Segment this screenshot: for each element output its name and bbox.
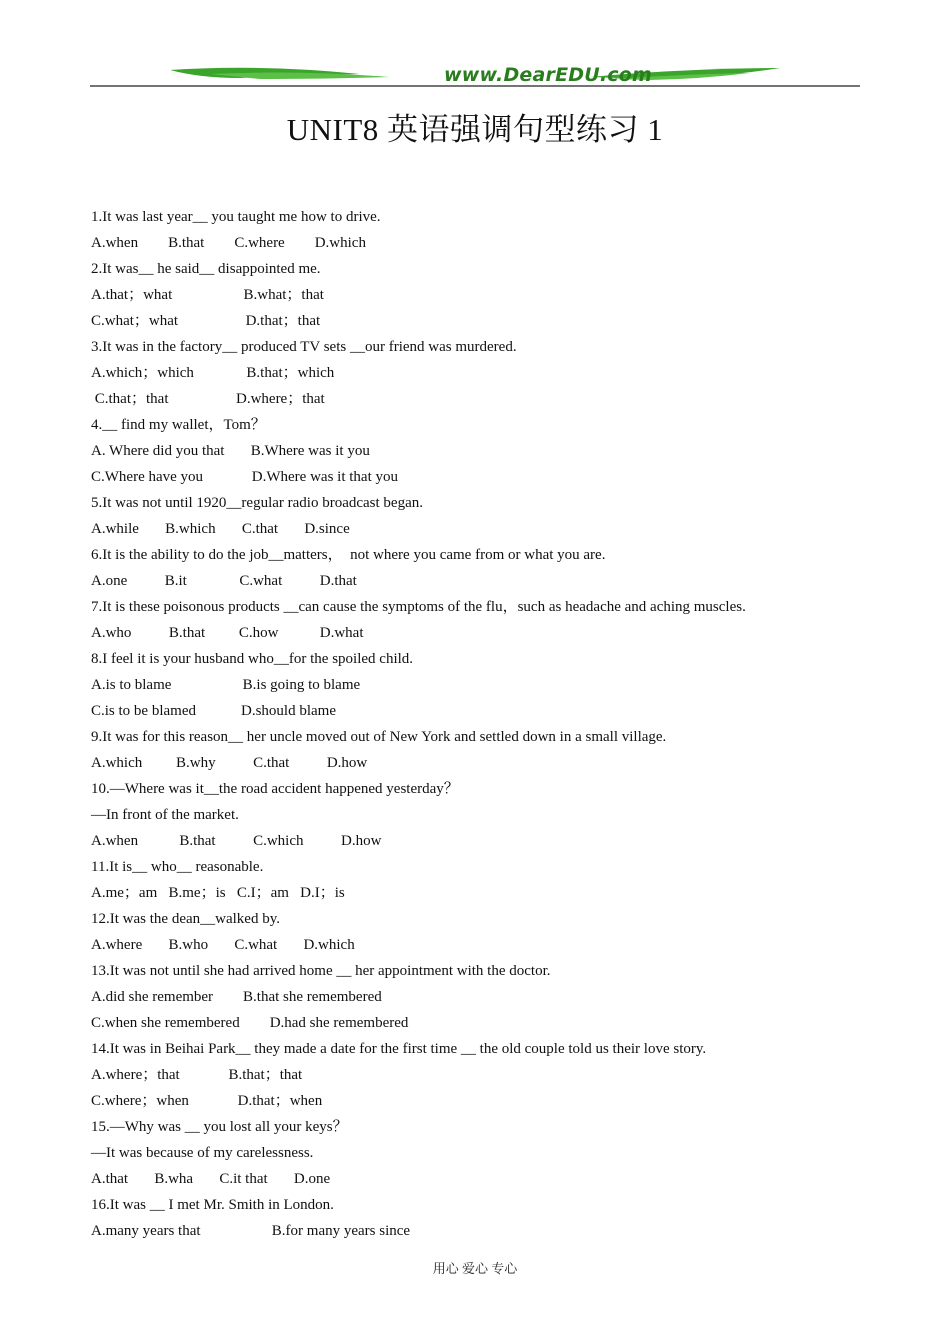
text-line: C.when she remembered D.had she remembered — [91, 1015, 409, 1031]
text-line: A.which B.why C.that D.how — [91, 755, 368, 771]
text-line: C.where；when D.that；when — [91, 1093, 323, 1109]
text-line: 15.—Why was __ you lost all your keys？ — [91, 1119, 348, 1135]
text-line: 5.It was not until 1920__regular radio broadcast began. — [91, 495, 423, 511]
text-line: —It was because of my carelessness. — [91, 1145, 314, 1161]
text-line: 3.It was in the factory__ produced TV sets __our friend was murdered. — [91, 339, 517, 355]
text-line: 13.It was not until she had arrived home __ her appointment with the doctor. — [91, 963, 551, 979]
text-line: A.one B.it C.what D.that — [91, 573, 357, 589]
text-line: 12.It was the dean__walked by. — [91, 911, 280, 927]
text-line: 7.It is these poisonous products __can cause the symptoms of the flu，such as headache and aching muscles. — [91, 599, 746, 615]
page-footer: 用心 爱心 专心 — [432, 1261, 518, 1276]
text-line: A.that B.wha C.it that D.one — [91, 1171, 331, 1187]
text-line: A.while B.which C.that D.since — [91, 521, 350, 537]
site-logo-text: www.DearEDU.com — [444, 64, 653, 86]
page-title: UNIT8 英语强调句型练习 1 — [286, 112, 664, 147]
text-line: 2.It was__ he said__ disappointed me. — [91, 261, 321, 277]
text-line: 11.It is__ who__ reasonable. — [91, 859, 264, 875]
exercise-list — [91, 204, 871, 1244]
text-line: A.is to blame B.is going to blame — [91, 677, 361, 693]
text-line: C.what；what D.that；that — [91, 313, 321, 329]
text-line: A.who B.that C.how D.what — [91, 625, 364, 641]
text-line: 9.It was for this reason__ her uncle moved out of New York and settled down in a small village. — [91, 729, 667, 745]
text-line: 16.It was __ I met Mr. Smith in London. — [91, 1197, 334, 1213]
text-line: —In front of the market. — [91, 807, 239, 823]
text-line: 1.It was last year__ you taught me how to drive. — [91, 209, 381, 225]
text-line: A.me；am B.me；is C.I；am D.I；is — [91, 885, 345, 901]
text-line: A.did she remember B.that she remembered — [91, 989, 382, 1005]
text-line: A. Where did you that B.Where was it you — [91, 443, 370, 459]
text-line: 8.I feel it is your husband who__for the spoiled child. — [91, 651, 414, 667]
text-line: A.many years that B.for many years since — [91, 1223, 411, 1239]
text-line: A.where；that B.that；that — [91, 1067, 303, 1083]
text-line: C.Where have you D.Where was it that you — [91, 469, 398, 485]
text-line: A.when B.that C.which D.how — [91, 833, 382, 849]
text-line: A.when B.that C.where D.which — [91, 235, 366, 251]
text-line: 14.It was in Beihai Park__ they made a date for the first time __ the old couple told us their love story. — [91, 1041, 707, 1057]
page-header — [90, 62, 860, 92]
text-line: 4.__ find my wallet，Tom？ — [91, 417, 266, 433]
text-line: A.which；which B.that；which — [91, 365, 335, 381]
text-line: C.is to be blamed D.should blame — [91, 703, 336, 719]
text-line: C.that；that D.where；that — [91, 391, 325, 407]
text-line: 10.—Where was it__the road accident happened yesterday？ — [91, 781, 459, 797]
text-line: A.that；what B.what；that — [91, 287, 324, 303]
text-line: 6.It is the ability to do the job__matters， not where you came from or what you are. — [91, 547, 606, 563]
text-line: A.where B.who C.what D.which — [91, 937, 355, 953]
